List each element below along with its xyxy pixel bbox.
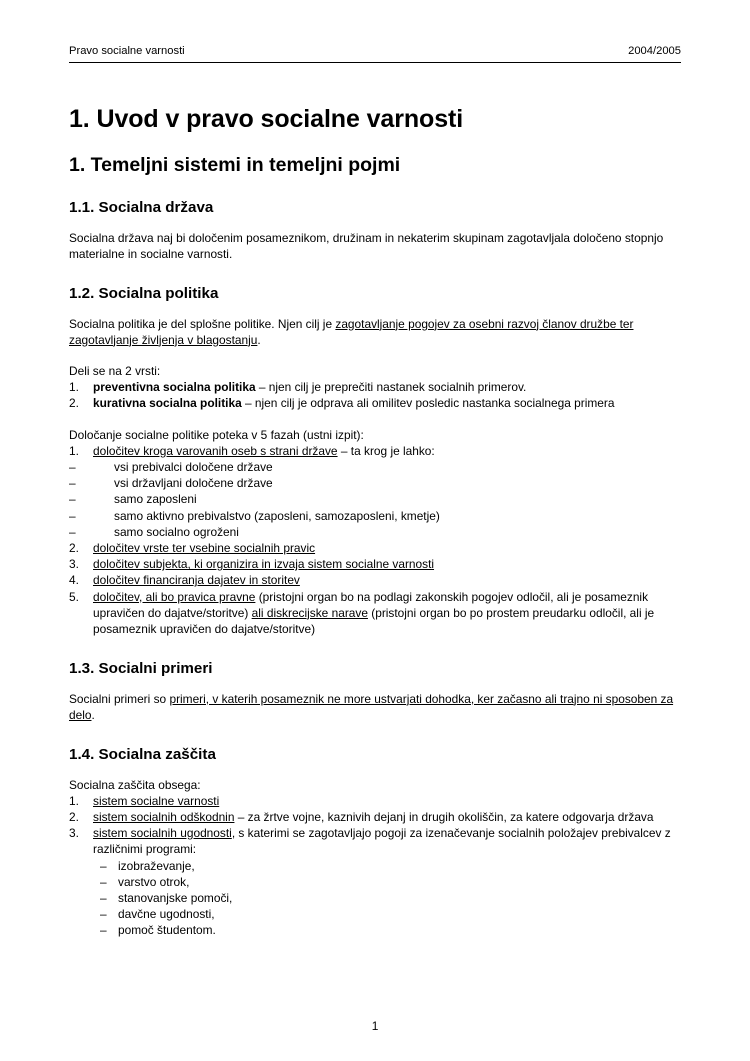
- list-item: [69, 874, 681, 890]
- list-item: [69, 906, 681, 922]
- list-item: [69, 491, 681, 507]
- list-item-text: pomoč študentom.: [118, 923, 216, 938]
- list-item: [69, 890, 681, 906]
- faze-list-lead: Določanje socialne politike poteka v 5 fazah (ustni izpit):: [69, 427, 364, 442]
- zascita-list: [69, 793, 681, 858]
- list-item-term: določitev vrste ter vsebine socialnih pravic: [93, 540, 316, 555]
- document-header: [69, 44, 681, 63]
- list-marker: –: [69, 459, 76, 474]
- list-item: [69, 475, 681, 491]
- list-item: [69, 589, 681, 638]
- list-marker: 3.: [69, 557, 79, 572]
- para-pre-text: Socialni primeri so: [69, 691, 170, 706]
- list-marker: 2.: [69, 809, 79, 824]
- list-item-term: sistem socialnih ugodnosti: [93, 826, 232, 841]
- list-item-term: sistem socialne varnosti: [93, 793, 220, 808]
- list-item: [69, 508, 681, 524]
- para-pre-text: Socialna politika je del splošne politike. Njen cilj je: [69, 316, 336, 331]
- faza-1-sublist: [69, 459, 681, 540]
- faze-list-part-2: [69, 540, 681, 637]
- list-item: [69, 459, 681, 475]
- list-item-term: preventivna socialna politika: [93, 380, 256, 395]
- list-marker: –: [69, 524, 76, 539]
- list-item: [69, 825, 681, 857]
- section-heading-1-3: 1.3. Socialni primeri: [69, 660, 213, 678]
- list-item: [69, 809, 681, 825]
- list-item: [69, 922, 681, 938]
- header-academic-year: 2004/2005: [628, 45, 681, 57]
- list-item-text: vsi prebivalci določene države: [114, 459, 273, 474]
- list-item-term-a: določitev, ali bo pravica pravne: [93, 589, 256, 604]
- list-item: [69, 443, 681, 459]
- faze-list-part-1: [69, 443, 681, 459]
- programi-sublist: [69, 858, 681, 939]
- header-course-title: Pravo socialne varnosti: [69, 45, 185, 57]
- list-item-text: – njen cilj je preprečiti nastanek socialnih primerov.: [255, 380, 527, 395]
- list-item: [69, 793, 681, 809]
- section-1-1-paragraph: Socialna država naj bi določenim posameznikom, družinam in nekaterim skupinam zagotavljala določeno stopnjo materialne in socialne varnosti.: [69, 230, 664, 261]
- list-item-text: samo aktivno prebivalstvo (zaposleni, samozaposleni, kmetje): [114, 508, 440, 523]
- list-item-term: določitev kroga varovanih oseb s strani države: [93, 443, 338, 458]
- list-item-text: – njen cilj je odprava ali omilitev posledic nastanka socialnega primera: [241, 396, 615, 411]
- list-marker: –: [100, 907, 107, 922]
- section-1-2-paragraph: [69, 316, 681, 348]
- list-item: [69, 858, 681, 874]
- section-1-3-paragraph: [69, 691, 681, 723]
- para-post-text: .: [91, 707, 95, 722]
- list-marker: –: [69, 508, 76, 523]
- para-post-text: .: [257, 332, 261, 347]
- vrste-list: [69, 379, 681, 411]
- list-marker: 1.: [69, 793, 79, 808]
- list-item-text: samo socialno ogroženi: [114, 524, 239, 539]
- section-heading-1-4: 1.4. Socialna zaščita: [69, 746, 216, 764]
- list-item-term: določitev subjekta, ki organizira in izvaja sistem socialne varnosti: [93, 557, 435, 572]
- list-marker: –: [100, 923, 107, 938]
- chapter-title: 1. Temeljni sistemi in temeljni pojmi: [69, 153, 401, 176]
- para-underlined-text: primeri, v katerih posameznik ne more ustvarjati dohodka, ker začasno ali trajno ni sposoben za delo: [69, 691, 674, 722]
- list-marker: 3.: [69, 826, 79, 841]
- list-item-text: izobraževanje,: [118, 858, 195, 873]
- list-item-text: – ta krog je lahko:: [337, 443, 435, 458]
- list-item-text: – za žrtve vojne, kaznivih dejanj in drugih okoliščin, za katere odgovarja država: [234, 809, 654, 824]
- list-item-text: varstvo otrok,: [118, 874, 190, 889]
- zascita-list-lead: Socialna zaščita obsega:: [69, 777, 201, 792]
- document-title: 1. Uvod v pravo socialne varnosti: [69, 105, 464, 133]
- list-item-text-mid: (pristojni organ bo na podlagi zakonskih pogojev odločil, ali je posameznik upravičen do dajatve/storitve): [93, 589, 649, 620]
- list-item: [69, 540, 681, 556]
- list-marker: –: [100, 874, 107, 889]
- list-marker: –: [100, 890, 107, 905]
- section-heading-1-2: 1.2. Socialna politika: [69, 285, 219, 303]
- list-item-text: vsi državljani določene države: [114, 476, 273, 491]
- list-item-text-tail: (pristojni organ bo po prostem preudarku odločil, ali je posameznik upravičen do dajatve/storitve): [93, 605, 655, 636]
- list-item-text: davčne ugodnosti,: [118, 907, 215, 922]
- list-marker: –: [69, 476, 76, 491]
- list-item-term: določitev financiranja dajatev in storitev: [93, 573, 300, 588]
- list-item-term-b: ali diskrecijske narave: [251, 605, 368, 620]
- list-marker: 2.: [69, 540, 79, 555]
- list-marker: 5.: [69, 589, 79, 604]
- vrste-list-lead: Deli se na 2 vrsti:: [69, 363, 161, 378]
- list-item-text: samo zaposleni: [114, 492, 197, 507]
- list-item: [69, 524, 681, 540]
- list-marker: 2.: [69, 396, 79, 411]
- list-marker: 1.: [69, 443, 79, 458]
- list-item-text: stanovanjske pomoči,: [118, 890, 233, 905]
- list-item: [69, 379, 681, 395]
- list-marker: 4.: [69, 573, 79, 588]
- para-underlined-text: zagotavljanje pogojev za osebni razvoj članov družbe ter zagotavljanje življenja v blagostanju: [69, 316, 634, 347]
- list-item-text: , s katerimi se zagotavljajo pogoji za izenačevanje socialnih položajev prebivalcev z različnimi programi:: [93, 826, 671, 857]
- page-number: 1: [371, 1019, 379, 1033]
- list-marker: –: [69, 492, 76, 507]
- list-marker: –: [100, 858, 107, 873]
- section-heading-1-1: 1.1. Socialna država: [69, 199, 214, 217]
- list-item: [69, 572, 681, 588]
- list-marker: 1.: [69, 380, 79, 395]
- list-item-term: sistem socialnih odškodnin: [93, 809, 235, 824]
- list-item: [69, 556, 681, 572]
- list-item: [69, 395, 681, 411]
- list-item-term: kurativna socialna politika: [93, 396, 242, 411]
